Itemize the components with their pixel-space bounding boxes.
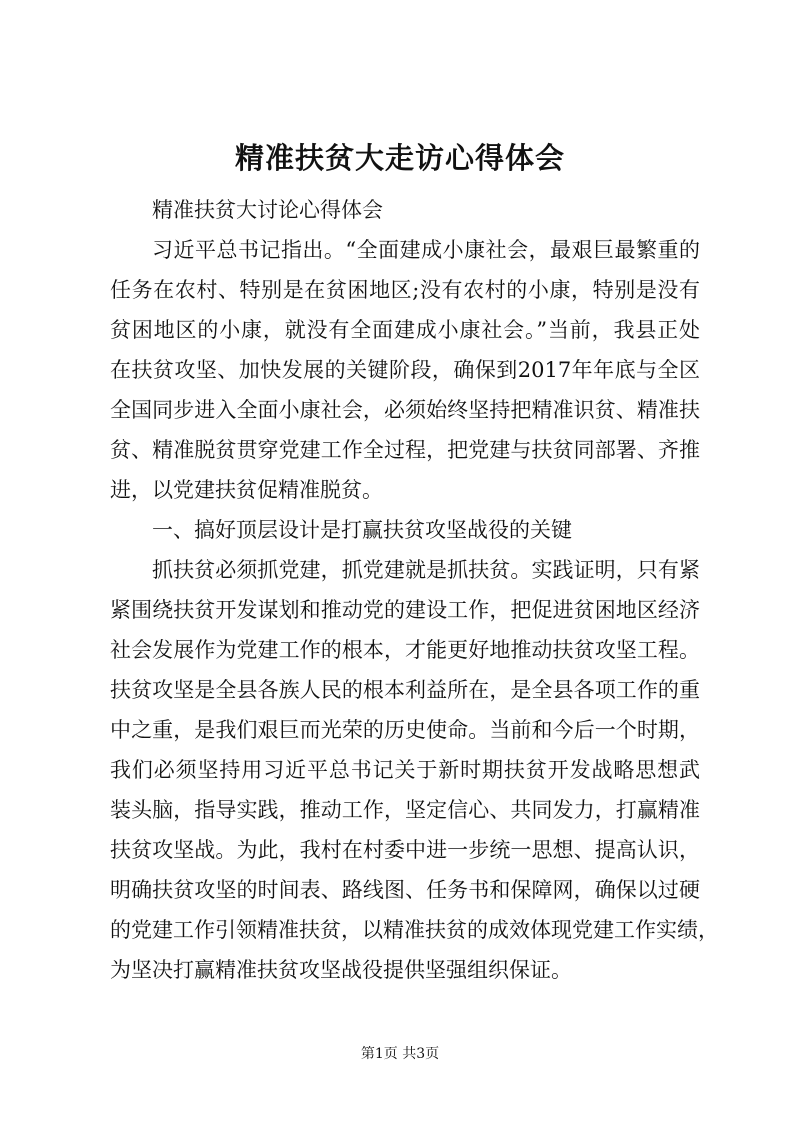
body-line: 中之重，是我们艰巨而光荣的历史使命。当前和今后一个时期， xyxy=(110,718,700,742)
body-line: 贫困地区的小康，就没有全面建成小康社会。”当前，我县正处 xyxy=(110,318,700,342)
body-line: 为坚决打赢精准扶贫攻坚战役提供坚强组织保证。 xyxy=(110,958,572,982)
subtitle-line: 精准扶贫大讨论心得体会 xyxy=(152,198,383,222)
body-line: 装头脑，指导实践，推动工作，坚定信心、共同发力，打赢精准 xyxy=(110,798,700,822)
body-line: 在扶贫攻坚、加快发展的关键阶段，确保到2017年年底与全区 xyxy=(110,358,700,382)
body-line: 任务在农村、特别是在贫困地区;没有农村的小康，特别是没有 xyxy=(110,278,700,302)
document-title: 精准扶贫大走访心得体会 xyxy=(234,141,565,175)
body-line: 扶贫攻坚战。为此，我村在村委中进一步统一思想、提高认识， xyxy=(110,838,700,862)
body-line: 贫、精准脱贫贯穿党建工作全过程，把党建与扶贫同部署、齐推 xyxy=(110,438,700,462)
body-line: 明确扶贫攻坚的时间表、路线图、任务书和保障网，确保以过硬 xyxy=(110,878,700,902)
body-line: 抓扶贫必须抓党建，抓党建就是抓扶贫。实践证明，只有紧 xyxy=(152,558,700,582)
body-line: 全国同步进入全面小康社会，必须始终坚持把精准识贫、精准扶 xyxy=(110,398,700,422)
body-line: 习近平总书记指出。“全面建成小康社会，最艰巨最繁重的 xyxy=(152,238,700,262)
body-line: 进，以党建扶贫促精准脱贫。 xyxy=(110,478,383,502)
body-line: 紧围绕扶贫开发谋划和推动党的建设工作，把促进贫困地区经济 xyxy=(110,598,700,622)
section-heading: 一、搞好顶层设计是打赢扶贫攻坚战役的关键 xyxy=(152,518,572,542)
body-line: 扶贫攻坚是全县各族人民的根本利益所在，是全县各项工作的重 xyxy=(110,678,700,702)
body-line: 的党建工作引领精准扶贫，以精准扶贫的成效体现党建工作实绩， xyxy=(110,918,719,942)
body-line: 社会发展作为党建工作的根本，才能更好地推动扶贫攻坚工程。 xyxy=(110,638,700,662)
body-line: 我们必须坚持用习近平总书记关于新时期扶贫开发战略思想武 xyxy=(110,758,700,782)
page-footer: 第1页 共3页 xyxy=(360,1046,440,1062)
